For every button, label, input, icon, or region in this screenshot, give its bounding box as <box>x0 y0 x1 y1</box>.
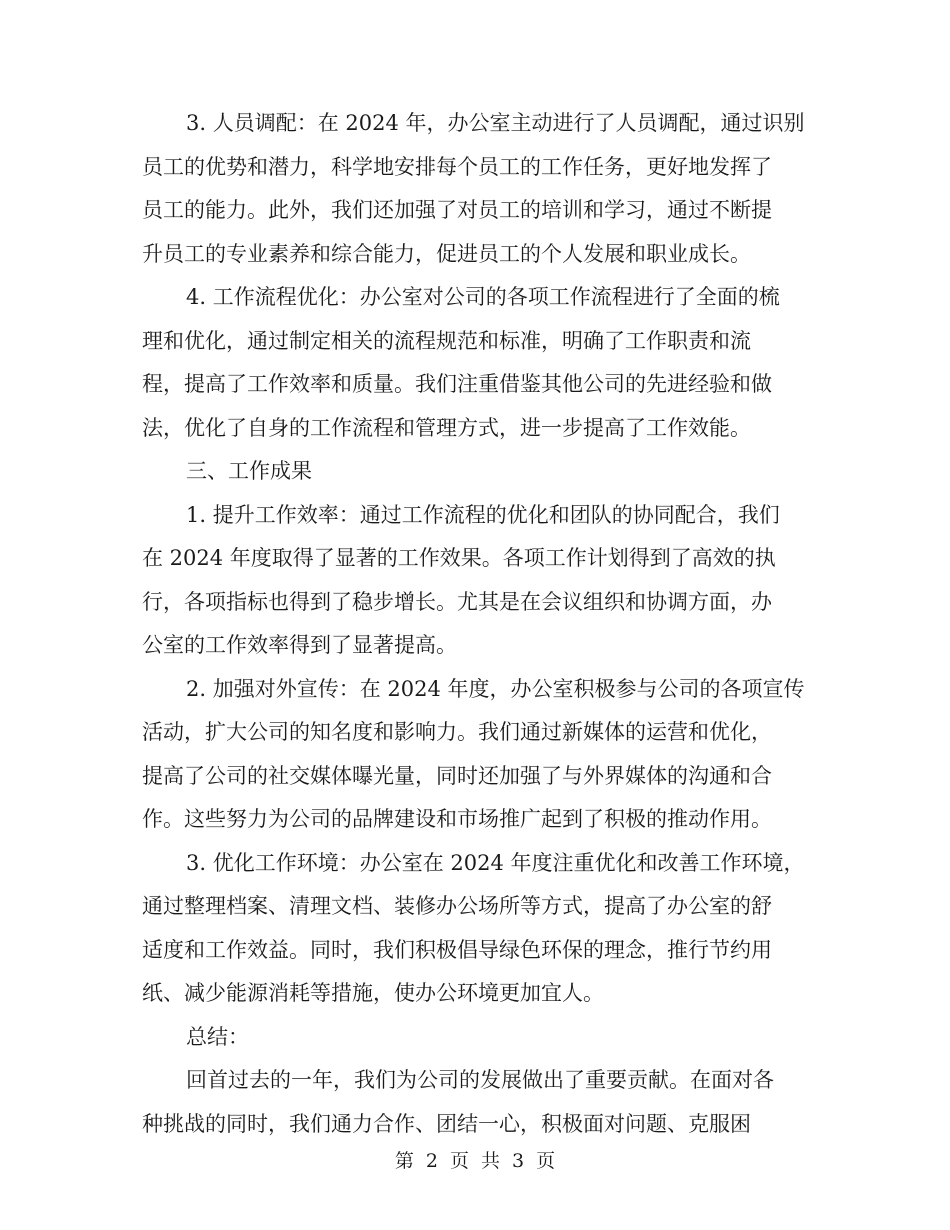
paragraph-workflow-optimization <box>142 276 810 450</box>
text-line: 升员工的专业素养和综合能力，促进员工的个人发展和职业成长。 <box>142 241 751 266</box>
text-line: 适度和工作效益。同时，我们积极倡导绿色环保的理念，推行节约用 <box>142 937 772 962</box>
text-line: 理和优化，通过制定相关的流程规范和标准，明确了工作职责和流 <box>142 328 751 353</box>
text-line: 作。这些努力为公司的品牌建设和市场推广起到了积极的推动作用。 <box>142 807 772 831</box>
text-line: 2. 加强对外宣传：在 2024 年度，办公室积极参与公司的各项宣传 <box>186 676 805 701</box>
paragraph-environment-optimization <box>142 842 810 1016</box>
text-line: 回首过去的一年，我们为公司的发展做出了重要贡献。在面对各 <box>186 1068 774 1092</box>
page-number-footer: 第 2 页 共 3 页 <box>394 1150 556 1172</box>
summary-heading <box>142 1016 810 1060</box>
text-line: 1. 提升工作效率：通过工作流程的优化和团队的协同配合，我们 <box>186 502 780 527</box>
paragraph-summary-body <box>142 1059 810 1146</box>
text-line: 4. 工作流程优化：办公室对公司的各项工作流程进行了全面的梳 <box>186 285 780 309</box>
text-line: 员工的能力。此外，我们还加强了对员工的培训和学习，通过不断提 <box>142 198 772 222</box>
text-line: 种挑战的同时，我们通力合作、团结一心，积极面对问题、克服困 <box>142 1111 751 1136</box>
document-body <box>142 102 810 1146</box>
text-line: 3. 优化工作环境：办公室在 2024 年度注重优化和改善工作环境， <box>186 850 805 875</box>
text-line: 在 2024 年度取得了显著的工作效果。各项工作计划得到了高效的执 <box>142 546 776 570</box>
paragraph-efficiency-improvement <box>142 494 810 668</box>
text-line: 纸、减少能源消耗等措施，使办公环境更加宜人。 <box>142 981 604 1005</box>
text-line: 通过整理档案、清理文档、装修办公场所等方式，提高了办公室的舒 <box>142 894 772 918</box>
text-line: 程，提高了工作效率和质量。我们注重借鉴其他公司的先进经验和做 <box>142 372 772 396</box>
text-line: 行，各项指标也得到了稳步增长。尤其是在会议组织和协调方面，办 <box>142 589 772 614</box>
heading-text: 三、工作成果 <box>186 459 312 483</box>
heading-text: 总结： <box>186 1024 249 1049</box>
paragraph-external-publicity <box>142 668 810 842</box>
paragraph-staff-allocation <box>142 102 810 276</box>
text-line: 公室的工作效率得到了显著提高。 <box>142 633 457 657</box>
text-line: 提高了公司的社交媒体曝光量，同时还加强了与外界媒体的沟通和合 <box>142 763 772 788</box>
section-heading-results <box>142 450 810 494</box>
text-line: 员工的优势和潜力，科学地安排每个员工的工作任务，更好地发挥了 <box>142 154 772 179</box>
text-line: 3. 人员调配：在 2024 年，办公室主动进行了人员调配，通过识别 <box>186 111 805 135</box>
text-line: 活动，扩大公司的知名度和影响力。我们通过新媒体的运营和优化， <box>142 720 772 744</box>
text-line: 法，优化了自身的工作流程和管理方式，进一步提高了工作效能。 <box>142 415 751 440</box>
